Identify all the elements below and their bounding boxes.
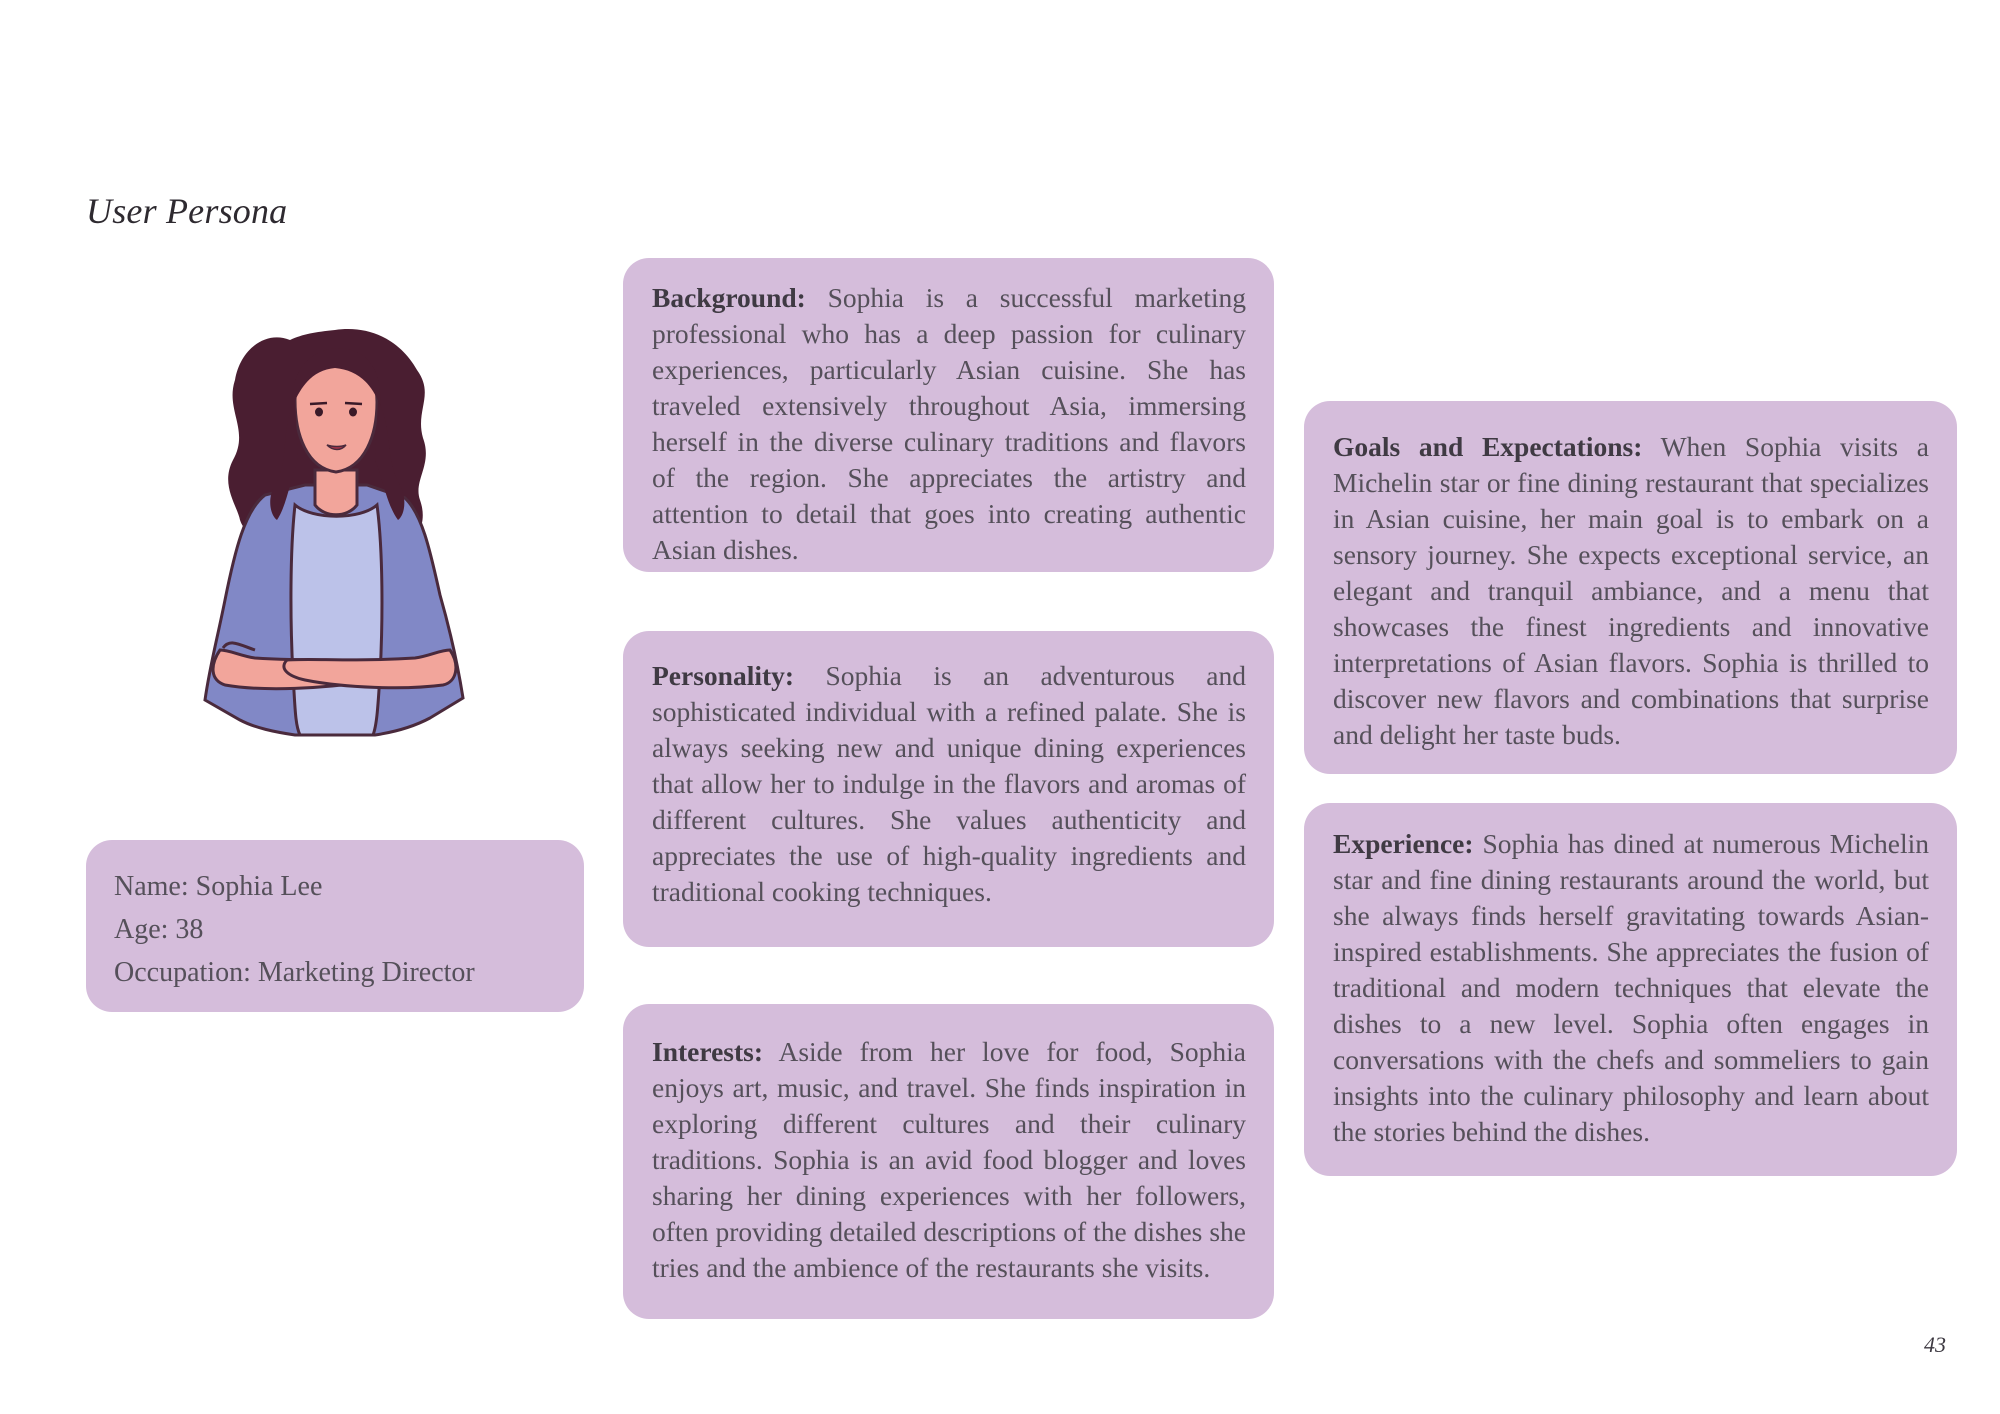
experience-paragraph: [1333, 826, 1929, 1150]
woman-avatar-icon: [195, 320, 475, 745]
interests-paragraph: [652, 1034, 1246, 1286]
personality-card: [623, 631, 1274, 947]
interests-label: Interests:: [652, 1036, 763, 1067]
profile-age: Age: 38: [114, 914, 204, 945]
profile-name: Name: Sophia Lee: [114, 871, 323, 902]
profile-card: [86, 840, 584, 1012]
goals-label: Goals and Expectations:: [1333, 431, 1643, 462]
personality-label: Personality:: [652, 660, 795, 691]
personality-text: Sophia is an adventurous and sophisticated individual with a refined palate. She is always seeking new and unique dining experiences that allow her to indulge in the flavors and aromas of different cultures. She values authenticity and appreciates the use of high-quality ingredients and traditional cooking techniques.: [652, 660, 1247, 907]
page-title: User Persona: [86, 191, 288, 231]
personality-paragraph: [652, 658, 1246, 910]
page-number: 43: [1924, 1332, 1946, 1357]
background-card: [623, 258, 1274, 572]
background-label: Background:: [652, 282, 806, 313]
background-paragraph: [652, 280, 1246, 568]
background-text: Sophia is a successful marketing professional who has a deep passion for culinary experiences, particularly Asian cuisine. She has traveled extensively throughout Asia, immersing herself in the diverse culinary traditions and flavors of the region. She appreciates the artistry and attention to detail that goes into creating authentic Asian dishes.: [652, 282, 1247, 565]
profile-occupation: Occupation: Marketing Director: [114, 957, 475, 988]
interests-card: [623, 1004, 1274, 1319]
goals-text: When Sophia visits a Michelin star or fine dining restaurant that specializes in Asian cuisine, her main goal is to embark on a sensory journey. She expects exceptional service, an elegant and tranquil ambiance, and a menu that showcases the finest ingredients and innovative interpretations of Asian flavors. Sophia is thrilled to discover new flavors and combinations that surprise and delight her taste buds.: [1333, 431, 1929, 750]
goals-card: [1304, 401, 1957, 774]
experience-card: [1304, 803, 1957, 1176]
interests-text: Aside from her love for food, Sophia enjoys art, music, and travel. She finds inspiration in exploring different cultures and their culinary traditions. Sophia is an avid food blogger and loves sharing her dining experiences with her followers, often providing detailed descriptions of the dishes she tries and the ambience of the restaurants she visits.: [652, 1036, 1247, 1283]
experience-label: Experience:: [1333, 828, 1474, 859]
persona-avatar-illustration: [195, 320, 475, 745]
goals-paragraph: [1333, 429, 1929, 753]
experience-text: Sophia has dined at numerous Michelin star and fine dining restaurants around the world, but she always finds herself gravitating towards Asian-inspired establishments. She appreciates the fusion of traditional and modern techniques that elevate the dishes to a new level. Sophia often engages in conversations with the chefs and sommeliers to gain insights into the culinary philosophy and learn about the stories behind the dishes.: [1333, 828, 1930, 1147]
